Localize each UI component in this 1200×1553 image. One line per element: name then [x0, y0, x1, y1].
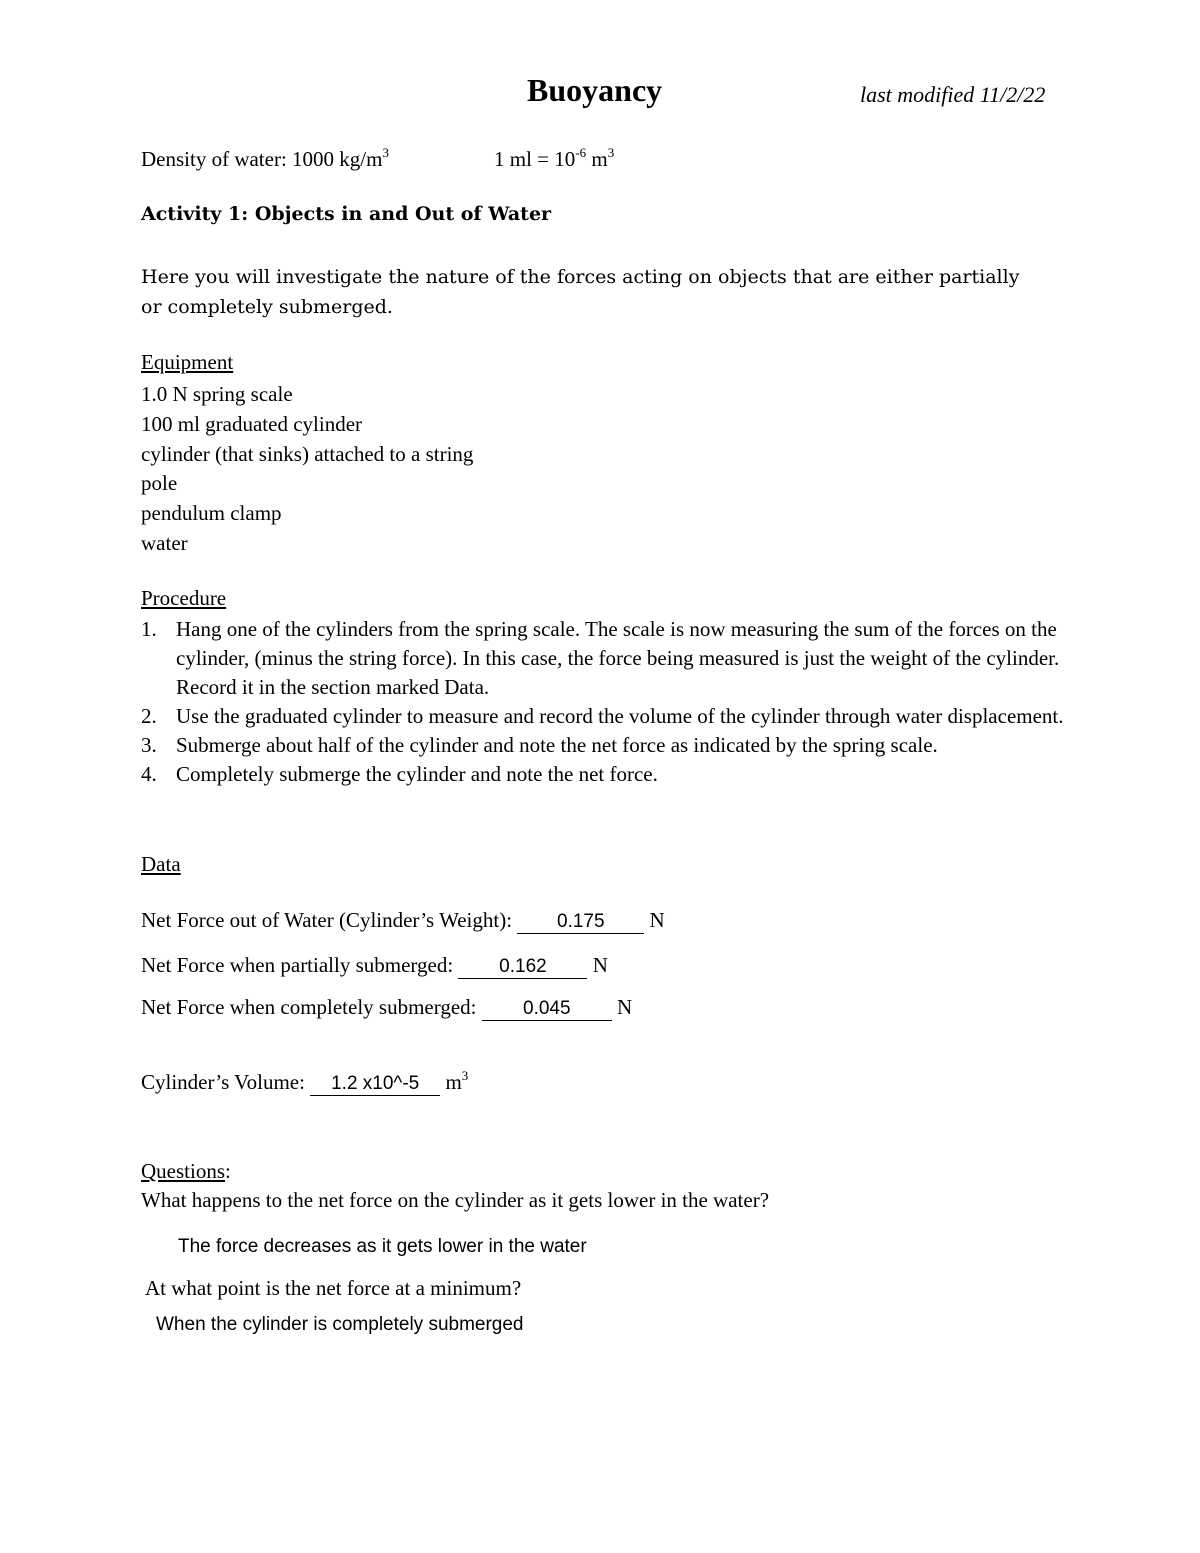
data-heading: Data — [141, 852, 181, 876]
data-unit: N — [587, 953, 608, 977]
list-item — [141, 731, 1071, 760]
data-label: Net Force out of Water (Cylinder’s Weight): — [141, 908, 518, 932]
procedure-list — [141, 615, 1071, 789]
data-row-weight — [141, 910, 665, 934]
data-row-partial — [141, 955, 608, 979]
data-label: Net Force when completely submerged: — [141, 995, 482, 1019]
list-item: water — [141, 530, 188, 555]
ml-conversion: 1 ml = $10^{-6}$ $m^3$ — [494, 145, 615, 171]
complete-answer-field[interactable]: 0.045 — [482, 998, 612, 1021]
list-item: pole — [141, 471, 178, 496]
equipment-list — [141, 380, 473, 559]
step-text: Completely submerge the cylinder and note the net force. — [176, 762, 658, 786]
list-item — [141, 760, 1071, 789]
step-number: 2. — [141, 704, 157, 728]
step-text: Use the graduated cylinder to measure and record the volume of the cylinder through water displacement. — [176, 704, 1064, 728]
list-item: 100 ml graduated cylinder — [141, 411, 363, 436]
list-item — [141, 615, 1071, 702]
question-2: At what point is the net force at a minimum? — [145, 1276, 522, 1300]
step-number: 1. — [141, 617, 157, 641]
step-text: Submerge about half of the cylinder and note the net force as indicated by the spring scale. — [176, 733, 938, 757]
answer-2[interactable]: When the cylinder is completely submerged — [156, 1314, 524, 1335]
data-label: Cylinder’s Volume: — [141, 1070, 311, 1094]
list-item: 1.0 N spring scale — [141, 382, 293, 406]
answer-1[interactable]: The force decreases as it gets lower in the water — [178, 1236, 587, 1257]
list-item: cylinder (that sinks) attached to a string — [141, 441, 474, 466]
questions-heading: Questions: — [141, 1159, 231, 1183]
list-item: pendulum clamp — [141, 501, 282, 526]
equipment-heading: Equipment — [141, 350, 234, 374]
step-text: Hang one of the cylinders from the spring scale. The scale is now measuring the sum of the forces on the cylinder, (minus the string force). In this case, the force being measured is just the weight of the cylinder. Record it in the section marked Data. — [176, 617, 1060, 699]
page-title: Buoyancy — [527, 72, 663, 108]
water-density: Density of water: 1000 $kg/m^3$ — [141, 145, 389, 171]
data-unit: N — [611, 995, 633, 1019]
partial-answer-field[interactable]: 0.162 — [458, 956, 587, 979]
data-row-complete — [141, 997, 632, 1021]
data-row-volume: Cylinder’s Volume: 1.2 x10^-5 $m^3$ — [141, 1068, 469, 1094]
last-modified-date: last modified 11/2/22 — [860, 82, 1046, 107]
list-item — [141, 702, 1071, 731]
weight-answer-field[interactable]: 0.175 — [517, 911, 644, 934]
activity-intro: Here you will investigate the nature of the forces acting on objects that are either partially or completely submerged. — [141, 266, 1020, 318]
step-number: 3. — [141, 733, 157, 757]
data-unit: N — [644, 908, 665, 932]
data-unit: m — [440, 1070, 462, 1094]
volume-answer-field[interactable]: 1.2 x10^-5 — [310, 1073, 440, 1096]
data-label: Net Force when partially submerged: — [141, 953, 459, 977]
step-number: 4. — [141, 762, 157, 786]
question-1: What happens to the net force on the cylinder as it gets lower in the water? — [141, 1188, 770, 1212]
activity-title: Activity 1: Objects in and Out of Water — [141, 203, 552, 225]
procedure-heading: Procedure — [141, 586, 227, 610]
